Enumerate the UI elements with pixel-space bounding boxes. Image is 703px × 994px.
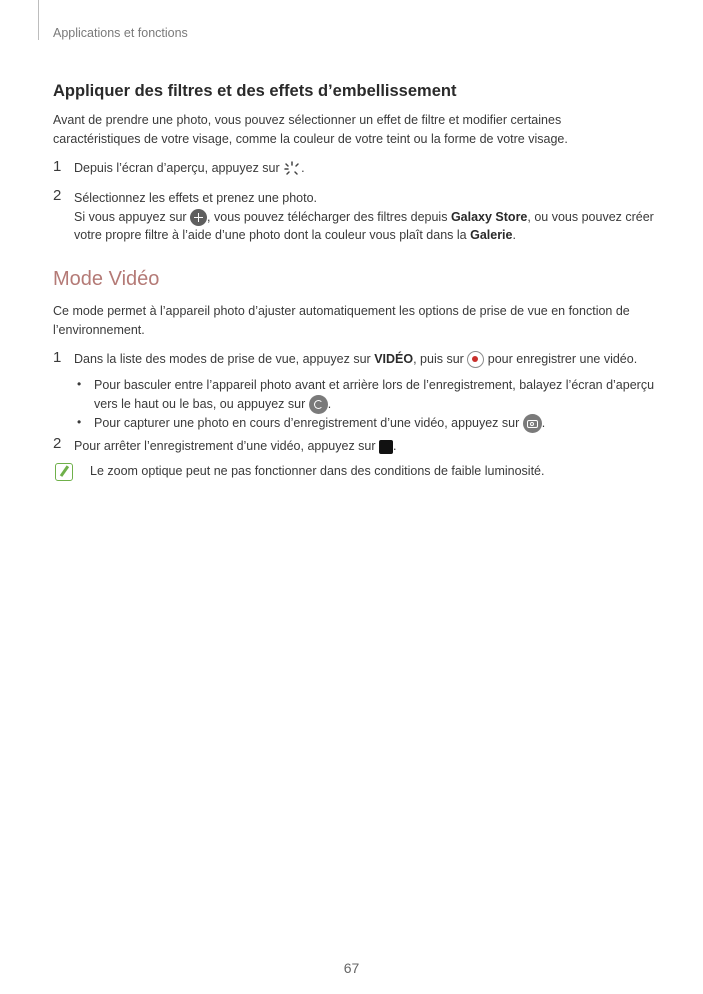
header-rule <box>38 0 39 40</box>
capture-icon <box>523 414 542 433</box>
step-number: 1 <box>53 158 62 175</box>
filters-step-2: Sélectionnez les effets et prenez une photo. Si vous appuyez sur , vous pouvez télécharger des filtres depuis Galaxy Store, ou vous pouvez créer votre propre filtre à l’aide d’une photo dont la couleur vous plaît dans la Galerie. <box>74 191 654 242</box>
switch-camera-icon <box>309 395 328 414</box>
page-number: 67 <box>343 960 360 976</box>
note-text: Le zoom optique peut ne pas fonctionner dans des conditions de faible luminosité. <box>90 464 545 478</box>
video-intro: Ce mode permet à l’appareil photo d’ajuster automatiquement les options de prise de vue en fonction de l’environnement. <box>53 304 630 337</box>
video-step-1: Dans la liste des modes de prise de vue, appuyez sur VIDÉO, puis sur pour enregistrer une vidéo. <box>74 350 674 369</box>
note-icon <box>55 463 73 481</box>
filters-step-1: Depuis l’écran d’aperçu, appuyez sur . <box>74 161 305 175</box>
effects-sparkle-icon <box>283 161 301 177</box>
bullet: • <box>77 415 82 429</box>
video-step-2: Pour arrêter l’enregistrement d’une vidéo, appuyez sur . <box>74 439 397 453</box>
step-number: 1 <box>53 349 62 366</box>
video-bullet-2: Pour capturer une photo en cours d’enregistrement d’une vidéo, appuyez sur . <box>94 414 664 433</box>
step-number: 2 <box>53 435 62 452</box>
video-mode-heading: Mode Vidéo <box>53 268 160 290</box>
filters-intro: Avant de prendre une photo, vous pouvez sélectionner un effet de filtre et modifier certaines caractéristiques de votre visage, comme la couleur de votre teint ou la forme de votre visage. <box>53 113 568 146</box>
stop-icon <box>379 440 393 454</box>
step-number: 2 <box>53 187 62 204</box>
bullet: • <box>77 377 82 391</box>
section-header: Applications et fonctions <box>53 26 188 40</box>
add-filter-icon <box>190 209 207 226</box>
filters-heading: Appliquer des filtres et des effets d’embellissement <box>53 82 457 100</box>
record-icon <box>467 351 484 368</box>
video-bullet-1: Pour basculer entre l’appareil photo avant et arrière lors de l’enregistrement, balayez l’écran d’aperçu vers le haut ou le bas, ou appuyez sur . <box>94 376 664 414</box>
